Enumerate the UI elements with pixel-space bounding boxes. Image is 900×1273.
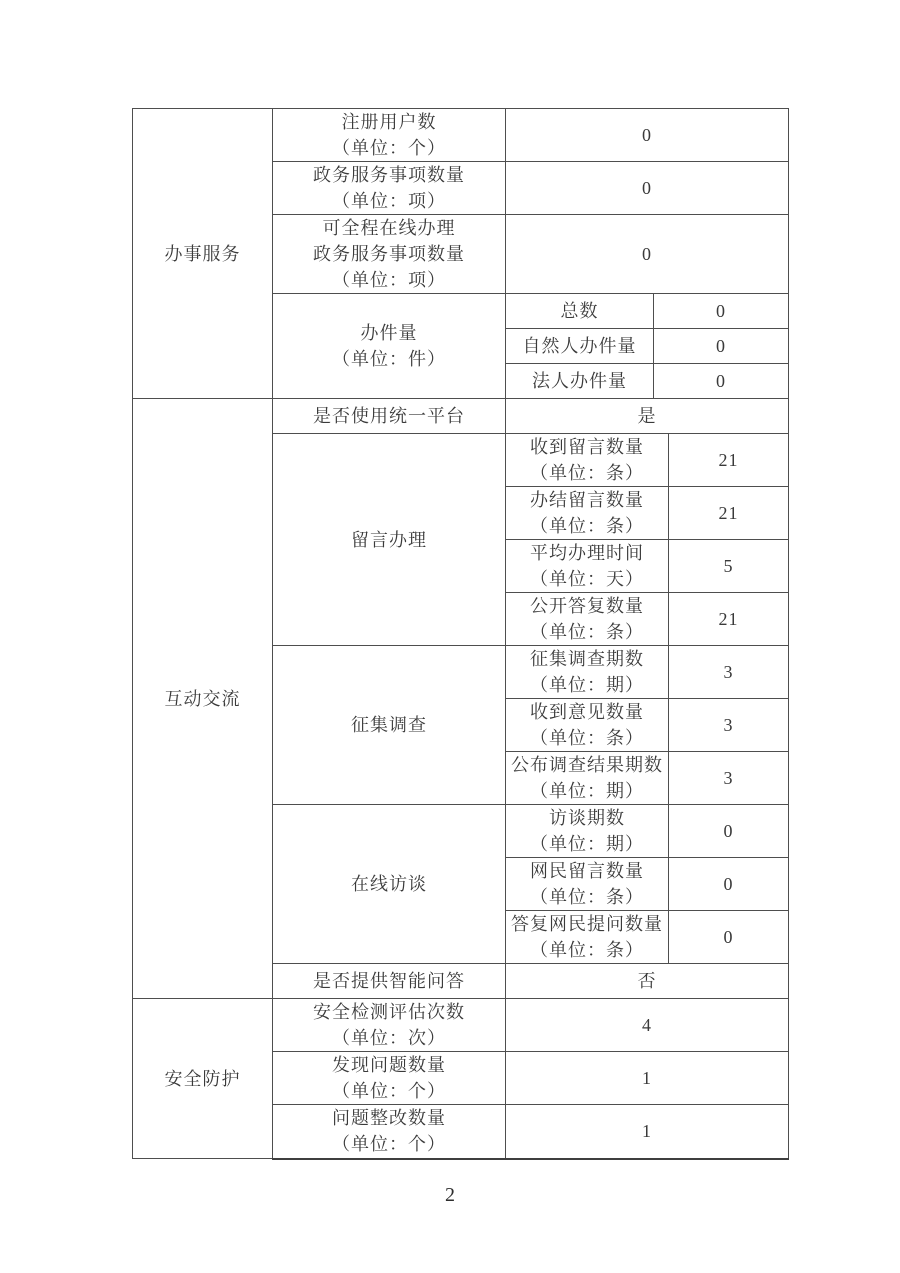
group-label-interview: 在线访谈 <box>273 805 506 964</box>
row-value: 1 <box>506 1052 789 1105</box>
category-security <box>133 999 273 1159</box>
subrow-label: 自然人办件量 <box>506 329 654 364</box>
page-number: 2 <box>445 1184 455 1206</box>
annual-report-table <box>132 108 789 1160</box>
subrow-value: 0 <box>654 329 789 364</box>
subrow-label: 收到留言数量 （单位：条） <box>506 434 669 487</box>
subrow-label: 平均办理时间 （单位：天） <box>506 540 669 593</box>
row-value: 0 <box>506 162 789 215</box>
row-label: 政务服务事项数量 （单位：项） <box>273 162 506 215</box>
subrow-value: 21 <box>669 434 789 487</box>
subrow-label: 法人办件量 <box>506 364 654 399</box>
subrow-value: 3 <box>669 646 789 699</box>
subrow-value: 21 <box>669 593 789 646</box>
subrow-label: 网民留言数量 （单位：条） <box>506 858 669 911</box>
row-value: 是 <box>506 399 789 434</box>
subrow-label: 征集调查期数 （单位：期） <box>506 646 669 699</box>
row-label: 可全程在线办理 政务服务事项数量 （单位：项） <box>273 215 506 294</box>
category-label: 安全防护 <box>164 1068 241 1089</box>
subrow-label: 收到意见数量 （单位：条） <box>506 699 669 752</box>
row-label: 注册用户数 （单位：个） <box>273 109 506 162</box>
subrow-label: 办结留言数量 （单位：条） <box>506 487 669 540</box>
subrow-label: 总数 <box>506 294 654 329</box>
row-value: 0 <box>506 109 789 162</box>
row-label: 问题整改数量 （单位：个） <box>273 1105 506 1159</box>
subrow-value: 0 <box>669 805 789 858</box>
subrow-value: 3 <box>669 699 789 752</box>
subrow-value: 21 <box>669 487 789 540</box>
subrow-value: 0 <box>654 364 789 399</box>
row-label: 是否使用统一平台 <box>273 399 506 434</box>
group-label-caseload: 办件量 （单位：件） <box>273 294 506 399</box>
subrow-value: 0 <box>654 294 789 329</box>
row-value: 1 <box>506 1105 789 1159</box>
row-value: 4 <box>506 999 789 1052</box>
subrow-label: 访谈期数 （单位：期） <box>506 805 669 858</box>
category-service <box>133 109 273 399</box>
subrow-value: 0 <box>669 858 789 911</box>
group-label-messages: 留言办理 <box>273 434 506 646</box>
row-label: 发现问题数量 （单位：个） <box>273 1052 506 1105</box>
row-value: 0 <box>506 215 789 294</box>
category-label: 办事服务 <box>164 243 241 264</box>
subrow-label: 答复网民提问数量 （单位：条） <box>506 911 669 964</box>
category-interaction <box>133 399 273 999</box>
subrow-label: 公开答复数量 （单位：条） <box>506 593 669 646</box>
subrow-label: 公布调查结果期数 （单位：期） <box>506 752 669 805</box>
row-label: 是否提供智能问答 <box>273 964 506 999</box>
subrow-value: 5 <box>669 540 789 593</box>
row-value: 否 <box>506 964 789 999</box>
group-label-survey: 征集调查 <box>273 646 506 805</box>
row-label: 安全检测评估次数 （单位：次） <box>273 999 506 1052</box>
subrow-value: 3 <box>669 752 789 805</box>
subrow-value: 0 <box>669 911 789 964</box>
category-label: 互动交流 <box>164 688 241 709</box>
